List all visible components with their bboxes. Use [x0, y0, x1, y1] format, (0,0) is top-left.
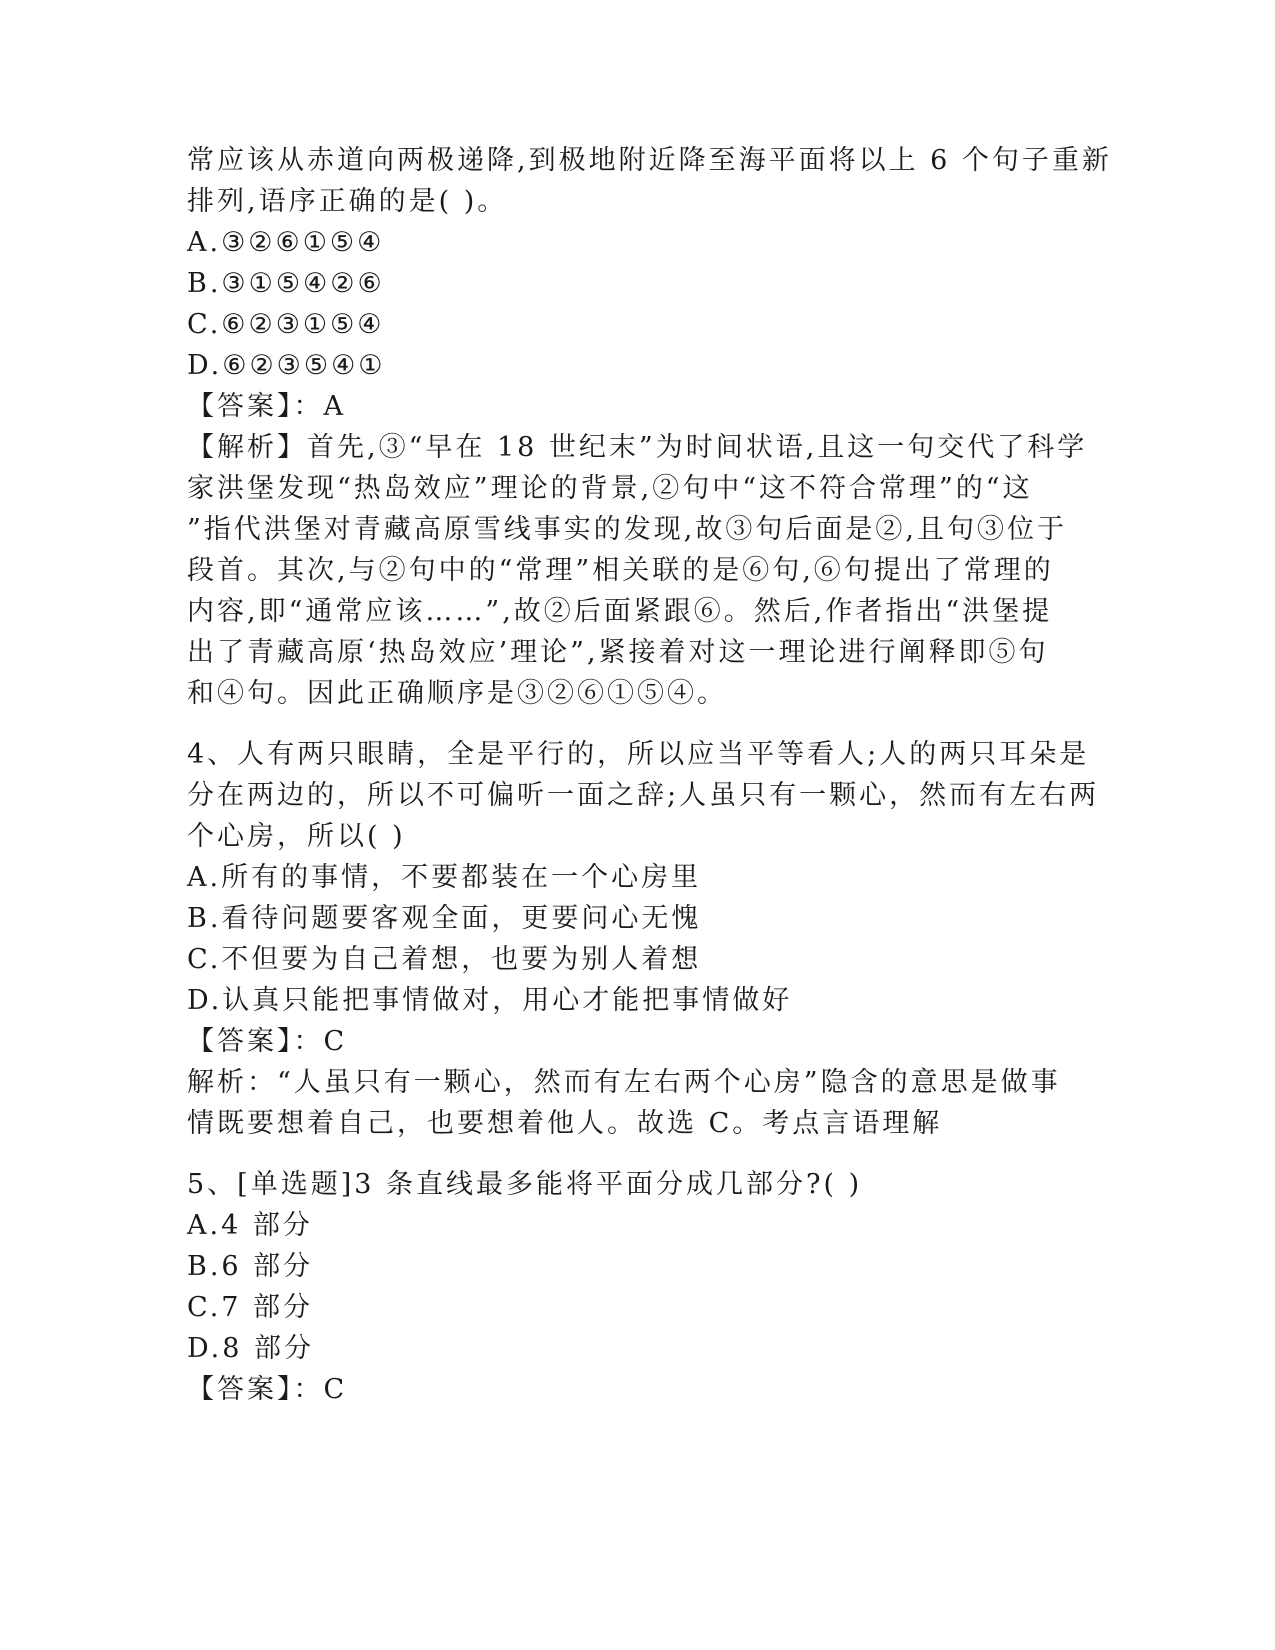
q3-analysis-line-2: 家洪堡发现“热岛效应”理论的背景,②句中“这不符合常理”的“这 [187, 473, 1033, 504]
q4-stem-line-2: 分在两边的，所以不可偏听一面之辞;人虽只有一颗心，然而有左右两 [187, 780, 1100, 811]
q3-analysis-line-7: 和④句。因此正确顺序是③②⑥①⑤④。 [187, 678, 727, 709]
q5-option-a: A.4 部分 [187, 1210, 313, 1241]
q3-option-c: C.⑥②③①⑤④ [187, 309, 385, 340]
q3-stem-line-1: 常应该从赤道向两极递降,到极地附近降至海平面将以上 6 个句子重新 [187, 145, 1112, 176]
q3-analysis-line-4: 段首。其次,与②句中的“常理”相关联的是⑥句,⑥句提出了常理的 [187, 555, 1054, 586]
q3-answer: 【答案】：A [187, 391, 346, 422]
q3-analysis-line-1: 【解析】首先,③“早在 18 世纪末”为时间状语,且这一句交代了科学 [187, 432, 1088, 463]
q4-option-c: C.不但要为自己着想，也要为别人着想 [187, 944, 702, 975]
q4-option-a: A.所有的事情，不要都装在一个心房里 [187, 862, 702, 893]
q3-option-a: A.③②⑥①⑤④ [187, 227, 385, 258]
q3-analysis-line-5: 内容,即“通常应该……”,故②后面紧跟⑥。然后,作者指出“洪堡提 [187, 596, 1053, 627]
q4-option-d: D.认真只能把事情做对，用心才能把事情做好 [187, 985, 793, 1016]
q4-stem-line-3: 个心房，所以( ) [187, 821, 406, 852]
q5-stem: 5、[单选题]3 条直线最多能将平面分成几部分?( ) [187, 1169, 863, 1200]
q3-option-b: B.③①⑤④②⑥ [187, 268, 385, 299]
q5-option-d: D.8 部分 [187, 1333, 315, 1364]
q4-answer: 【答案】：C [187, 1026, 348, 1057]
q5-answer: 【答案】：C [187, 1374, 348, 1405]
q4-stem-line-1: 4、人有两只眼睛，全是平行的，所以应当平等看人;人的两只耳朵是 [187, 739, 1090, 770]
q3-analysis-line-6: 出了青藏高原‘热岛效应’理论”,紧接着对这一理论进行阐释即⑤句 [187, 637, 1049, 668]
q4-analysis-line-1: 解析：“人虽只有一颗心，然而有左右两个心房”隐含的意思是做事 [187, 1067, 1061, 1098]
q4-option-b: B.看待问题要客观全面，更要问心无愧 [187, 903, 702, 934]
q5-option-c: C.7 部分 [187, 1292, 314, 1323]
q3-stem-line-2: 排列,语序正确的是( )。 [187, 186, 508, 217]
q5-option-b: B.6 部分 [187, 1251, 314, 1282]
q3-option-d: D.⑥②③⑤④① [187, 350, 386, 381]
q3-analysis-line-3: ”指代洪堡对青藏高原雪线事实的发现,故③句后面是②,且句③位于 [187, 514, 1067, 545]
q4-analysis-line-2: 情既要想着自己，也要想着他人。故选 C。考点言语理解 [187, 1108, 943, 1139]
